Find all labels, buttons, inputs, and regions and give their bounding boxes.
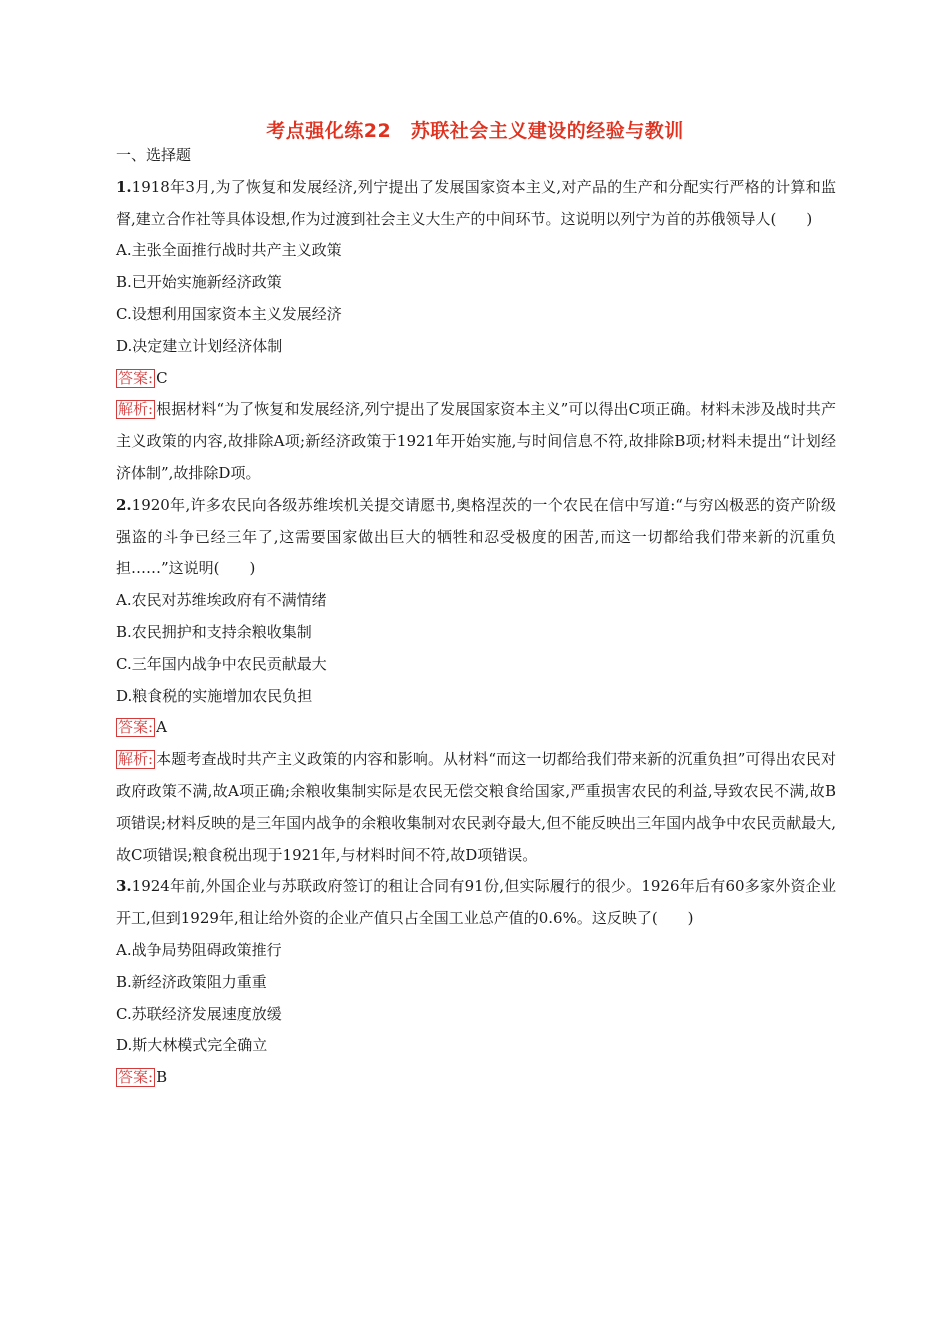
question-number: 1.	[116, 177, 132, 196]
question-stem: 1924年前,外国企业与苏联政府签订的租让合同有91份,但实际履行的很少。1926年后有60多家外资企业开工,但到1929年,租让给外资的企业产值只占全国工业总产值的0.6%。这反映了( )	[116, 877, 836, 928]
document-title: 考点强化练22 苏联社会主义建设的经验与教训	[266, 120, 684, 142]
analysis-text: 本题考查战时共产主义政策的内容和影响。从材料“而这一切都给我们带来新的沉重负担”可得出农民对政府政策不满,故A项正确;余粮收集制实际是农民无偿交粮食给国家,严重损害农民的利益,导致农民不满,故B项错误;材料反映的是三年国内战争的余粮收集制对农民剥夺最大,但不能反映出三年国内战争中农民贡献最大,故C项错误;粮食税出现于1921年,与材料时间不符,故D项错误。	[116, 750, 836, 864]
question-3	[116, 871, 836, 935]
question-stem: 1920年,许多农民向各级苏维埃机关提交请愿书,奥格涅茨的一个农民在信中写道:“与穷凶极恶的资产阶级强盗的斗争已经三年了,这需要国家做出巨大的牺牲和忍受极度的困苦,而这一切都给我们带来新的沉重负担……”这说明( )	[116, 495, 836, 578]
answer-value: C	[156, 368, 168, 387]
question-stem: 1918年3月,为了恢复和发展经济,列宁提出了发展国家资本主义,对产品的生产和分配实行严格的计算和监督,建立合作社等具体设想,作为过渡到社会主义大生产的中间环节。这说明以列宁为首的苏俄领导人( )	[116, 177, 836, 228]
analysis-label: 解析:	[118, 400, 154, 419]
answer-label: 答案:	[118, 718, 154, 737]
option-c: C.三年国内战争中农民贡献最大	[116, 654, 327, 673]
question-number: 3.	[116, 877, 132, 896]
option-d: D.粮食税的实施增加农民负担	[116, 686, 313, 705]
option-c: C.设想利用国家资本主义发展经济	[116, 304, 342, 323]
analysis-row	[116, 744, 836, 871]
option-a: A.农民对苏维埃政府有不满情绪	[116, 591, 327, 610]
answer-label: 答案:	[118, 1068, 154, 1087]
analysis-text: 根据材料“为了恢复和发展经济,列宁提出了发展国家资本主义”可以得出C项正确。材料未涉及战时共产主义政策的内容,故排除A项;新经济政策于1921年开始实施,与时间信息不符,故排除B项;材料未提出“计划经济体制”,故排除D项。	[116, 400, 836, 482]
option-b: B.已开始实施新经济政策	[116, 273, 282, 292]
question-number: 2.	[116, 495, 132, 514]
answer-label: 答案:	[118, 368, 154, 387]
question-content	[116, 140, 836, 1094]
answer-value: A	[156, 718, 167, 737]
answer-value: B	[156, 1068, 168, 1087]
question-1	[116, 172, 836, 236]
section-heading: 一、选择题	[116, 146, 192, 164]
answer-row	[116, 363, 836, 395]
answer-row	[116, 1062, 836, 1094]
option-a: A.战争局势阻碍政策推行	[116, 940, 282, 959]
analysis-label: 解析:	[118, 750, 154, 769]
option-d: D.斯大林模式完全确立	[116, 1036, 268, 1055]
option-a: A.主张全面推行战时共产主义政策	[116, 241, 342, 260]
answer-row	[116, 712, 836, 744]
option-b: B.农民拥护和支持余粮收集制	[116, 622, 312, 641]
option-d: D.决定建立计划经济体制	[116, 336, 283, 355]
option-c: C.苏联经济发展速度放缓	[116, 1004, 282, 1023]
analysis-row	[116, 394, 836, 489]
option-b: B.新经济政策阻力重重	[116, 972, 267, 991]
question-2	[116, 490, 836, 585]
